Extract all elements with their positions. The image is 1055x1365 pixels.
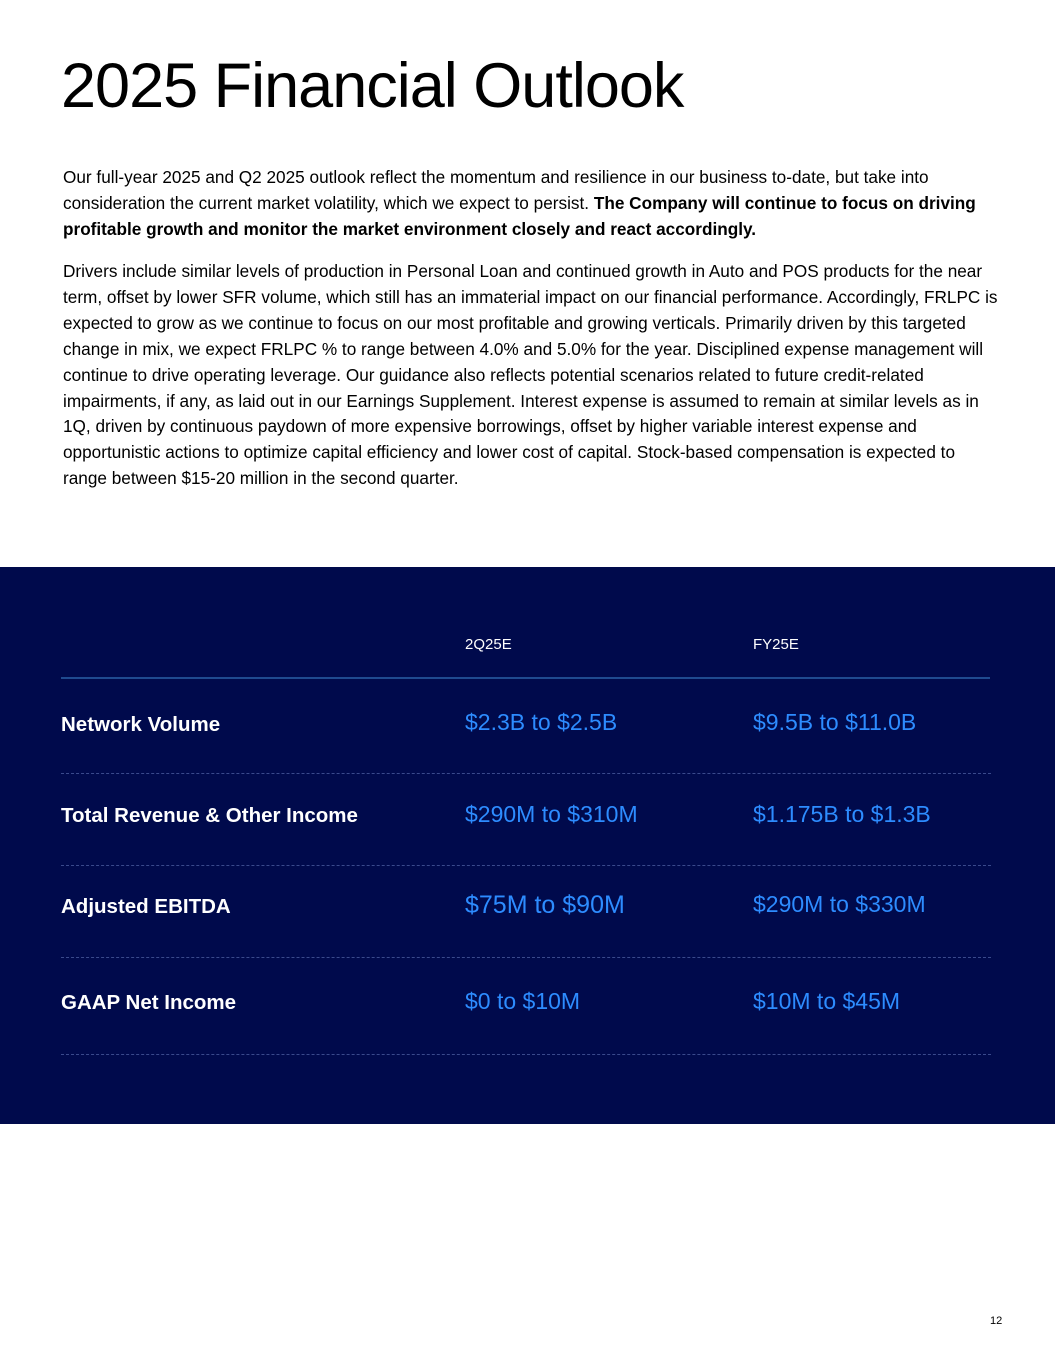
- value-adjusted-ebitda-fy25e: $290M to $330M: [753, 891, 926, 917]
- value-gaap-net-income-2q25e: $0 to $10M: [465, 988, 581, 1014]
- row-label-gaap-net-income: GAAP Net Income: [61, 991, 237, 1014]
- value-total-revenue-2q25e: $290M to $310M: [465, 801, 638, 827]
- intro-paragraph-1-text: Our full-year 2025 and Q2 2025 outlook reflect the momentum and resilience in our business to-date, but take into consideration the current market volatility, which we expect to persist.: [63, 167, 929, 213]
- row-divider: [61, 865, 991, 866]
- row-label-network-volume: Network Volume: [61, 713, 221, 736]
- intro-paragraph-1-bold: The Company will continue to focus on driving profitable growth and monitor the market environment closely and react accordingly.: [63, 192, 976, 239]
- value-network-volume-2q25e: $2.3B to $2.5B: [465, 709, 618, 735]
- row-divider: [61, 957, 991, 958]
- intro-paragraph-2: Drivers include similar levels of production in Personal Loan and continued growth in Auto and POS products for the near term, offset by lower SFR volume, which still has an immaterial impact on our financial performance. Accordingly, FRLPC is expected to grow as we continue to focus on our most profitable and growing verticals. Primarily driven by this targeted change in mix, we expect FRLPC % to range between 4.0% and 5.0% for the year. Disciplined expense management will continue to drive operating leverage. Our guidance also reflects potential scenarios related to future credit-related impairments, if any, as laid out in our Earnings Supplement. Interest expense is assumed to remain at similar levels as in 1Q, driven by continuous paydown of more expensive borrowings, offset by higher variable interest expense and opportunistic actions to optimize capital efficiency and lower cost of capital. Stock-based compensation is expected to range between $15-20 million in the second quarter.: [63, 261, 998, 489]
- page-number: 12: [990, 1315, 1003, 1327]
- page-title: 2025 Financial Outlook: [61, 51, 684, 121]
- value-network-volume-fy25e: $9.5B to $11.0B: [753, 709, 917, 735]
- column-header-2q25e: 2Q25E: [465, 636, 512, 653]
- column-header-fy25e: FY25E: [753, 636, 799, 653]
- row-label-adjusted-ebitda: Adjusted EBITDA: [61, 895, 231, 918]
- outlook-table-panel: [0, 567, 1055, 1124]
- row-divider: [61, 773, 991, 774]
- value-adjusted-ebitda-2q25e: $75M to $90M: [465, 891, 625, 919]
- intro-paragraph-1: [63, 165, 998, 243]
- header-divider: [61, 677, 990, 679]
- value-total-revenue-fy25e: $1.175B to $1.3B: [753, 801, 931, 827]
- row-label-total-revenue: Total Revenue & Other Income: [61, 804, 358, 827]
- value-gaap-net-income-fy25e: $10M to $45M: [753, 988, 901, 1014]
- row-divider: [61, 1054, 991, 1055]
